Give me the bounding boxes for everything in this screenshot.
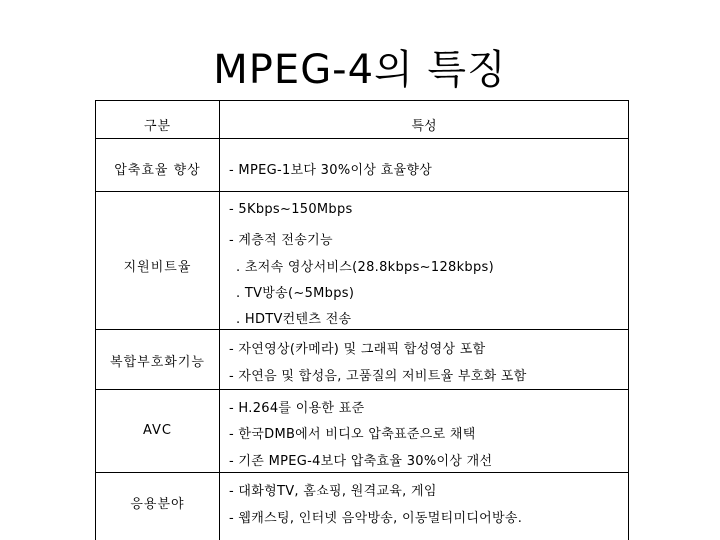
row-category-compression: 압축효율 향상 bbox=[114, 163, 201, 178]
header-features: 특성 bbox=[411, 119, 437, 134]
feature-item: - MPEG-1보다 30%이상 효율향상 bbox=[229, 163, 433, 178]
feature-subitem: . TV방송(~5Mbps) bbox=[236, 286, 355, 301]
header-divider bbox=[96, 138, 628, 139]
feature-item: - 자연음 및 합성음, 고품질의 저비트율 부호화 포함 bbox=[229, 369, 527, 384]
feature-item: - 계층적 전송기능 bbox=[229, 233, 333, 248]
feature-subitem: . 초저속 영상서비스(28.8kbps~128kbps) bbox=[236, 260, 494, 275]
feature-item: - 한국DMB에서 비디오 압축표준으로 채택 bbox=[229, 427, 476, 442]
slide-title: MPEG-4의 특징 bbox=[213, 47, 507, 93]
row-category-bitrate: 지원비트율 bbox=[123, 260, 192, 275]
row-divider bbox=[96, 472, 628, 473]
feature-item: - 자연영상(카메라) 및 그래픽 합성영상 포함 bbox=[229, 342, 486, 357]
feature-item: - H.264를 이용한 표준 bbox=[229, 401, 365, 416]
feature-item: - 5Kbps~150Mbps bbox=[229, 202, 353, 217]
row-divider bbox=[96, 329, 628, 330]
row-category-avc: AVC bbox=[142, 423, 173, 438]
row-divider bbox=[96, 191, 628, 192]
row-category-applications: 응용분야 bbox=[130, 497, 185, 512]
row-category-composite-coding: 복합부호화기능 bbox=[110, 355, 205, 370]
row-divider bbox=[96, 389, 628, 390]
features-table bbox=[95, 100, 629, 540]
feature-item: - 기존 MPEG-4보다 압축효율 30%이상 개선 bbox=[229, 454, 493, 469]
feature-item: - 대화형TV, 홈쇼핑, 원격교육, 게임 bbox=[229, 484, 437, 499]
column-divider bbox=[219, 101, 220, 540]
feature-subitem: . HDTV컨텐츠 전송 bbox=[236, 312, 352, 327]
feature-item: - 웹캐스팅, 인터넷 음악방송, 이동멀티미디어방송. bbox=[229, 511, 523, 526]
header-category: 구분 bbox=[143, 119, 172, 134]
